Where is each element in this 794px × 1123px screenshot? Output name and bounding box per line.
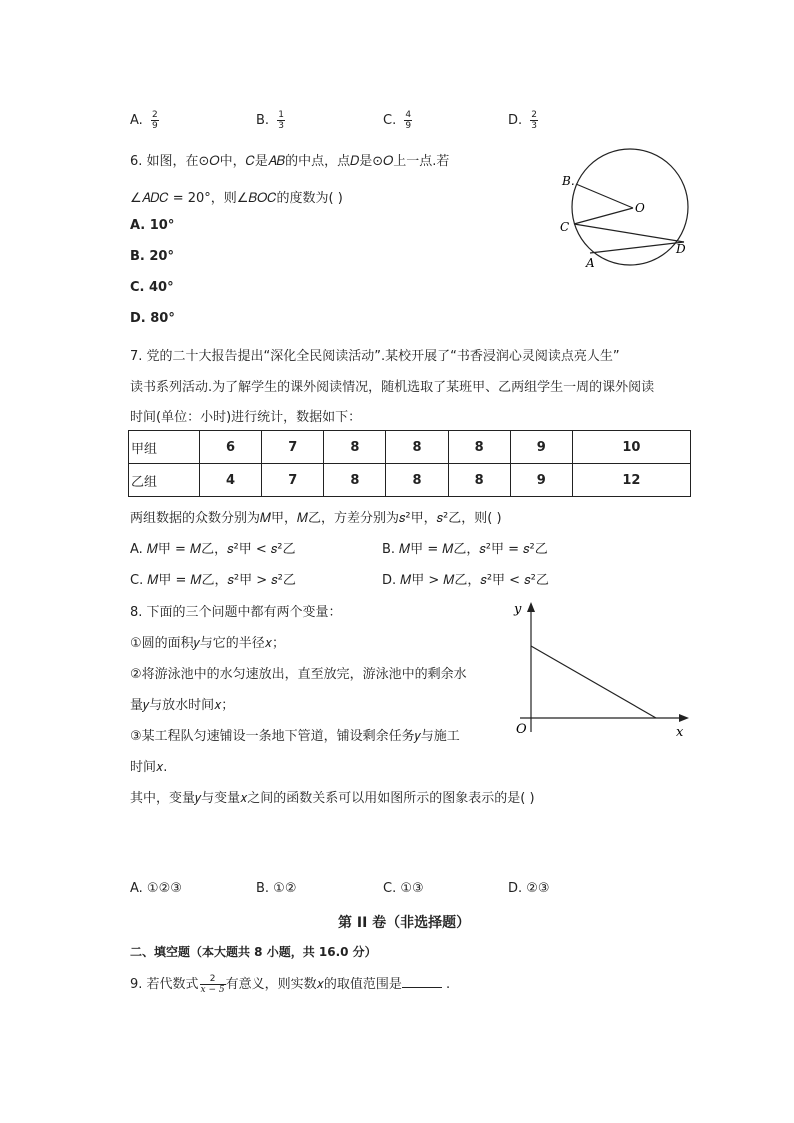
axis-label-y: y	[514, 602, 522, 617]
q5-option-a: A. $\frac{2}{9}$	[130, 110, 158, 131]
q5-a-num: 2	[151, 110, 158, 120]
row-label: 乙组	[129, 464, 200, 497]
q7-line3: 时间(单位：小时)进行统计，数据如下：	[130, 410, 362, 425]
label-c: C	[560, 220, 570, 234]
q5-option-d: D. $\frac{2}{3}$	[508, 110, 538, 131]
table-cell: 8	[386, 464, 448, 497]
x-axis-arrow	[679, 714, 689, 722]
q5-option-b: B. $\frac{1}{3}$	[256, 110, 284, 131]
q6-option-d: D. 80°	[130, 311, 175, 326]
q5-d-num: 2	[531, 110, 538, 120]
q8-item2b: 量𝑦与放水时间𝑥；	[130, 698, 235, 713]
q6-option-b: B. 20°	[130, 249, 174, 264]
q5-c-num: 4	[405, 110, 412, 120]
linear-graph	[508, 598, 698, 743]
q7-option-b: B. 𝑀甲 = 𝑀乙，𝑠²甲 = 𝑠²乙	[382, 542, 548, 557]
row-label: 甲组	[129, 431, 200, 464]
table-cell: 8	[324, 464, 386, 497]
q8-option-d: D. ②③	[508, 881, 550, 896]
graph-line	[531, 646, 656, 718]
q7-option-d: D. 𝑀甲 > 𝑀乙，𝑠²甲 < 𝑠²乙	[382, 573, 549, 588]
reading-time-table	[128, 430, 691, 497]
q6-option-a: A. 10°	[130, 218, 175, 233]
label-a: A	[586, 256, 595, 270]
circle-figure	[550, 145, 700, 275]
table-cell: 8	[448, 431, 510, 464]
q9-frac-den: x − 5	[200, 985, 225, 995]
q8-line1: 8. 下面的三个问题中都有两个变量：	[130, 605, 342, 620]
q6-line2: ∠𝐴𝐷𝐶 = 20°，则∠𝐵𝑂𝐶的度数为( )	[130, 191, 343, 206]
q8-option-b: B. ①②	[256, 881, 297, 896]
axis-label-x: x	[676, 725, 684, 740]
q6-line1: 6. 如图，在⊙𝑂中，𝐶是𝐴𝐵的中点，点𝐷是⊙𝑂上一点.若	[130, 154, 450, 169]
table-cell: 7	[262, 464, 324, 497]
q8-item3a: ③某工程队匀速铺设一条地下管道，铺设剩余任务𝑦与施工	[130, 729, 460, 744]
q7-line2: 读书系列活动.为了解学生的课外阅读情况，随机选取了某班甲、乙两组学生一周的课外阅读	[130, 380, 655, 395]
q6-option-c: C. 40°	[130, 280, 174, 295]
section-subtitle: 二、填空题（本大题共 8 小题，共 16.0 分）	[130, 945, 377, 959]
q9-end: .	[441, 977, 451, 992]
table-row	[129, 431, 691, 464]
q8-option-a: A. ①②③	[130, 881, 182, 896]
label-b: B.	[562, 174, 575, 188]
q9-answer-blank[interactable]	[402, 975, 442, 988]
q7-option-c: C. 𝑀甲 = 𝑀乙，𝑠²甲 > 𝑠²乙	[130, 573, 296, 588]
y-axis-arrow	[527, 602, 535, 612]
q8-question: 其中，变量𝑦与变量𝑥之间的函数关系可以用如图所示的图象表示的是( )	[130, 791, 535, 806]
table-cell: 8	[448, 464, 510, 497]
table-cell: 4	[200, 464, 262, 497]
segment-ad	[590, 242, 684, 253]
q8-item1: ①圆的面积𝑦与它的半径𝑥；	[130, 636, 285, 651]
q7-after-table: 两组数据的众数分别为𝑀甲，𝑀乙，方差分别为𝑠²甲，𝑠²乙，则( )	[130, 511, 502, 526]
table-cell: 8	[324, 431, 386, 464]
q5-d-den: 3	[531, 121, 538, 131]
segment-ob	[576, 184, 633, 208]
q8-option-c: C. ①③	[383, 881, 424, 896]
segment-cd	[574, 224, 684, 242]
table-cell: 9	[510, 464, 572, 497]
q9-suffix: 有意义，则实数𝑥的取值范围是	[225, 977, 402, 992]
q5-b-den: 3	[278, 121, 284, 131]
table-row	[129, 464, 691, 497]
q9-prefix: 9. 若代数式	[130, 977, 199, 992]
q9-line	[130, 973, 450, 995]
q8-item2a: ②将游泳池中的水匀速放出，直至放完，游泳池中的剩余水	[130, 667, 467, 682]
origin-label: O	[516, 722, 527, 737]
q8-item3b: 时间𝑥.	[130, 760, 168, 775]
q7-line1: 7. 党的二十大报告提出“深化全民阅读活动”.某校开展了“书香浸润心灵阅读点亮人生”	[130, 349, 620, 364]
table-cell: 6	[200, 431, 262, 464]
table-cell: 12	[572, 464, 690, 497]
q5-c-den: 9	[405, 121, 412, 131]
label-o: O	[635, 201, 645, 215]
table-cell: 9	[510, 431, 572, 464]
label-d: D	[676, 242, 686, 256]
table-cell: 7	[262, 431, 324, 464]
table-cell: 8	[386, 431, 448, 464]
segment-oc	[574, 208, 633, 224]
section-title: 第 II 卷（非选择题）	[338, 915, 471, 931]
q5-option-c: C. $\frac{4}{9}$	[383, 110, 412, 131]
table-cell: 10	[572, 431, 690, 464]
q5-b-num: 1	[278, 110, 284, 120]
q9-frac-num: 2	[200, 974, 226, 985]
q5-a-den: 9	[151, 121, 158, 131]
q7-option-a: A. 𝑀甲 = 𝑀乙，𝑠²甲 < 𝑠²乙	[130, 542, 296, 557]
